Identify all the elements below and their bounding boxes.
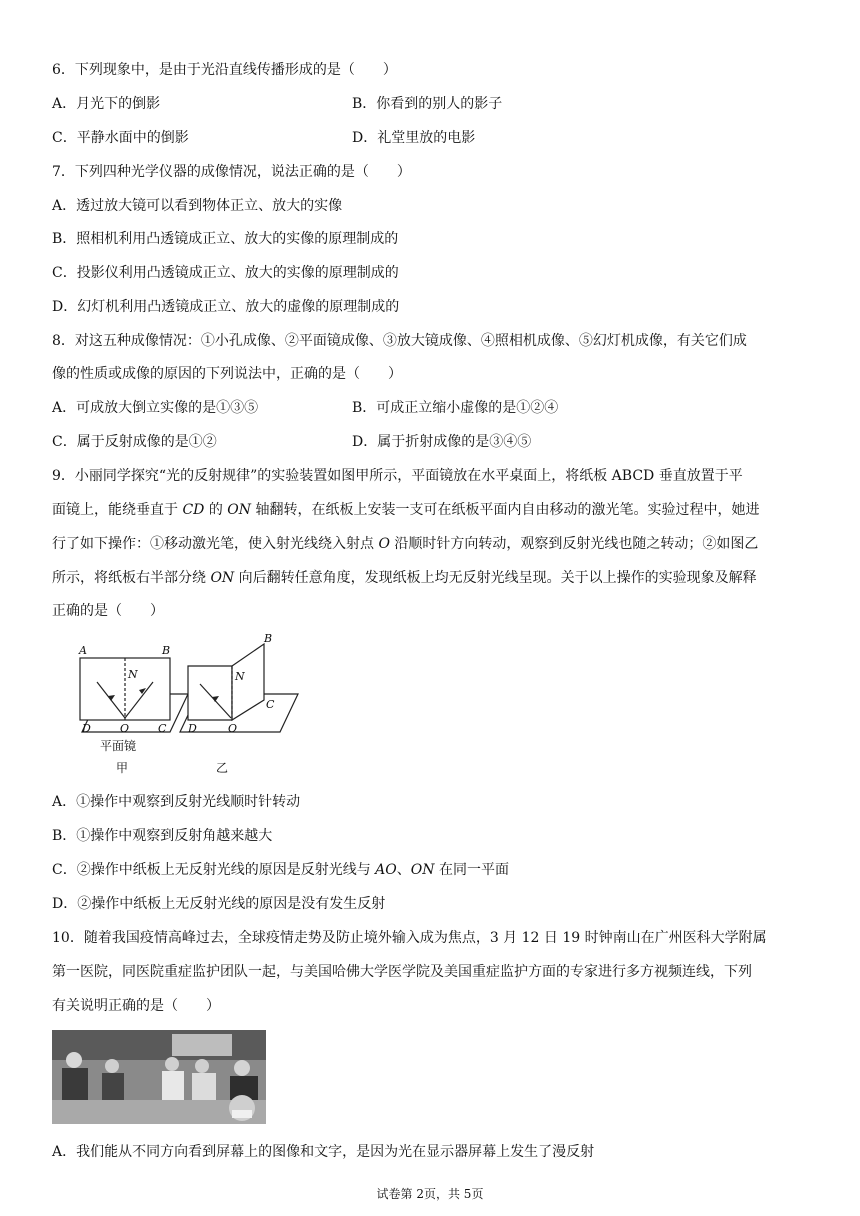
q8-stem-line2: 像的性质或成像的原因的下列说法中，正确的是（ ） — [52, 366, 402, 382]
caption-yi: 乙 — [216, 761, 229, 775]
q9-label-on: ON — [210, 570, 235, 586]
q9-stem-text: 面镜上，能绕垂直于 — [52, 502, 183, 518]
q10-stem-line2: 第一医院，同医院重症监护团队一起，与美国哈佛大学医学院及美国重症监护方面的专家进行多方视频连线，下列 — [52, 964, 752, 980]
reflection-experiment-figure — [70, 628, 310, 778]
q9-label-on: ON — [227, 502, 252, 518]
q9-stem-text: 沿顺时针方向转动，观察到反射光线也随之转动；②如图乙 — [389, 536, 759, 552]
q8-option-a[interactable]: A．可成放大倒立实像的是①③⑤ — [52, 400, 259, 416]
q10-stem-line3: 有关说明正确的是（ ） — [52, 998, 220, 1014]
q7-option-b[interactable]: B．照相机利用凸透镜成正立、放大的实像的原理制成的 — [52, 231, 399, 247]
q9-option-c[interactable] — [52, 860, 509, 880]
caption-jia: 甲 — [116, 761, 129, 775]
q7-option-d[interactable]: D．幻灯机利用凸透镜成正立、放大的虚像的原理制成的 — [52, 299, 400, 315]
fig-label: N — [128, 668, 138, 681]
fig-label: C — [266, 698, 275, 711]
fig-label: B — [264, 632, 273, 645]
q9-label-on: ON — [410, 862, 435, 878]
q6-option-c[interactable]: C．平静水面中的倒影 — [52, 130, 189, 146]
q6-stem: 6．下列现象中，是由于光沿直线传播形成的是（ ） — [52, 62, 397, 78]
fig-label: D — [188, 722, 197, 735]
q9-label-o: O — [378, 536, 390, 552]
fig-label: D — [82, 722, 91, 735]
q9-stem-line5: 正确的是（ ） — [52, 603, 164, 619]
q6-option-a[interactable]: A．月光下的倒影 — [52, 96, 161, 112]
q9-stem-text: 轴翻转，在纸板上安装一支可在纸板平面内自由移动的激光笔。实验过程中，她进 — [251, 502, 760, 518]
q9-option-c-text: C．②操作中纸板上无反射光线的原因是反射光线与 — [52, 862, 376, 878]
q9-option-b[interactable]: B．①操作中观察到反射角越来越大 — [52, 828, 273, 844]
q8-stem-line1: 8．对这五种成像情况：①小孔成像、②平面镜成像、③放大镜成像、④照相机成像、⑤幻灯机成像，有关它们成 — [52, 333, 747, 349]
q10-stem-line1: 10．随着我国疫情高峰过去，全球疫情走势及防止境外输入成为焦点，3 月 12 日 19 时钟南山在广州医科大学附属 — [52, 930, 767, 946]
q9-label-cd: CD — [182, 502, 205, 518]
q7-option-a[interactable]: A．透过放大镜可以看到物体正立、放大的实像 — [52, 198, 343, 214]
q9-stem-line3 — [52, 534, 758, 554]
q8-option-d[interactable]: D．属于折射成像的是③④⑤ — [352, 434, 532, 450]
q6-option-b[interactable]: B．你看到的别人的影子 — [352, 96, 503, 112]
fig-label: B — [162, 644, 171, 657]
mirror-label: 平面镜 — [100, 739, 137, 753]
q10-option-a[interactable]: A．我们能从不同方向看到屏幕上的图像和文字，是因为光在显示器屏幕上发生了漫反射 — [52, 1144, 595, 1160]
q9-stem-line4 — [52, 568, 757, 588]
q7-stem: 7．下列四种光学仪器的成像情况，说法正确的是（ ） — [52, 164, 411, 180]
q9-option-d[interactable]: D．②操作中纸板上无反射光线的原因是没有发生反射 — [52, 896, 386, 912]
fig-label: C — [158, 722, 167, 735]
q9-label-ao: AO — [375, 862, 397, 878]
q9-stem-text: 行了如下操作：①移动激光笔，使入射光线绕入射点 — [52, 536, 379, 552]
q8-option-b[interactable]: B．可成正立缩小虚像的是①②④ — [352, 400, 559, 416]
fig-label: A — [79, 644, 87, 657]
page-footer: 试卷第 2页，共 5页 — [376, 1187, 484, 1201]
fig-label: O — [228, 722, 238, 735]
q9-option-a[interactable]: A．①操作中观察到反射光线顺时针转动 — [52, 794, 301, 810]
q9-option-c-sep: 、 — [396, 862, 411, 878]
q9-stem-text: 所示，将纸板右半部分绕 — [52, 570, 211, 586]
photo-drawing — [52, 1030, 266, 1124]
q8-option-c[interactable]: C．属于反射成像的是①② — [52, 434, 217, 450]
q9-stem-text: 向后翻转任意角度，发现纸板上均无反射光线呈现。关于以上操作的实验现象及解释 — [234, 570, 757, 586]
video-conference-photo — [52, 1030, 266, 1124]
fig-label: N — [235, 670, 245, 683]
q9-stem-line2 — [52, 500, 759, 520]
fig-label: O — [120, 722, 130, 735]
q9-option-c-text: 在同一平面 — [434, 862, 509, 878]
q9-stem-text: 的 — [204, 502, 228, 518]
q7-option-c[interactable]: C．投影仪利用凸透镜成正立、放大的实像的原理制成的 — [52, 265, 399, 281]
q9-stem-line1: 9．小丽同学探究“光的反射规律”的实验装置如图甲所示，平面镜放在水平桌面上，将纸板 ABCD 垂直放置于平 — [52, 468, 743, 484]
q6-option-d[interactable]: D．礼堂里放的电影 — [352, 130, 476, 146]
